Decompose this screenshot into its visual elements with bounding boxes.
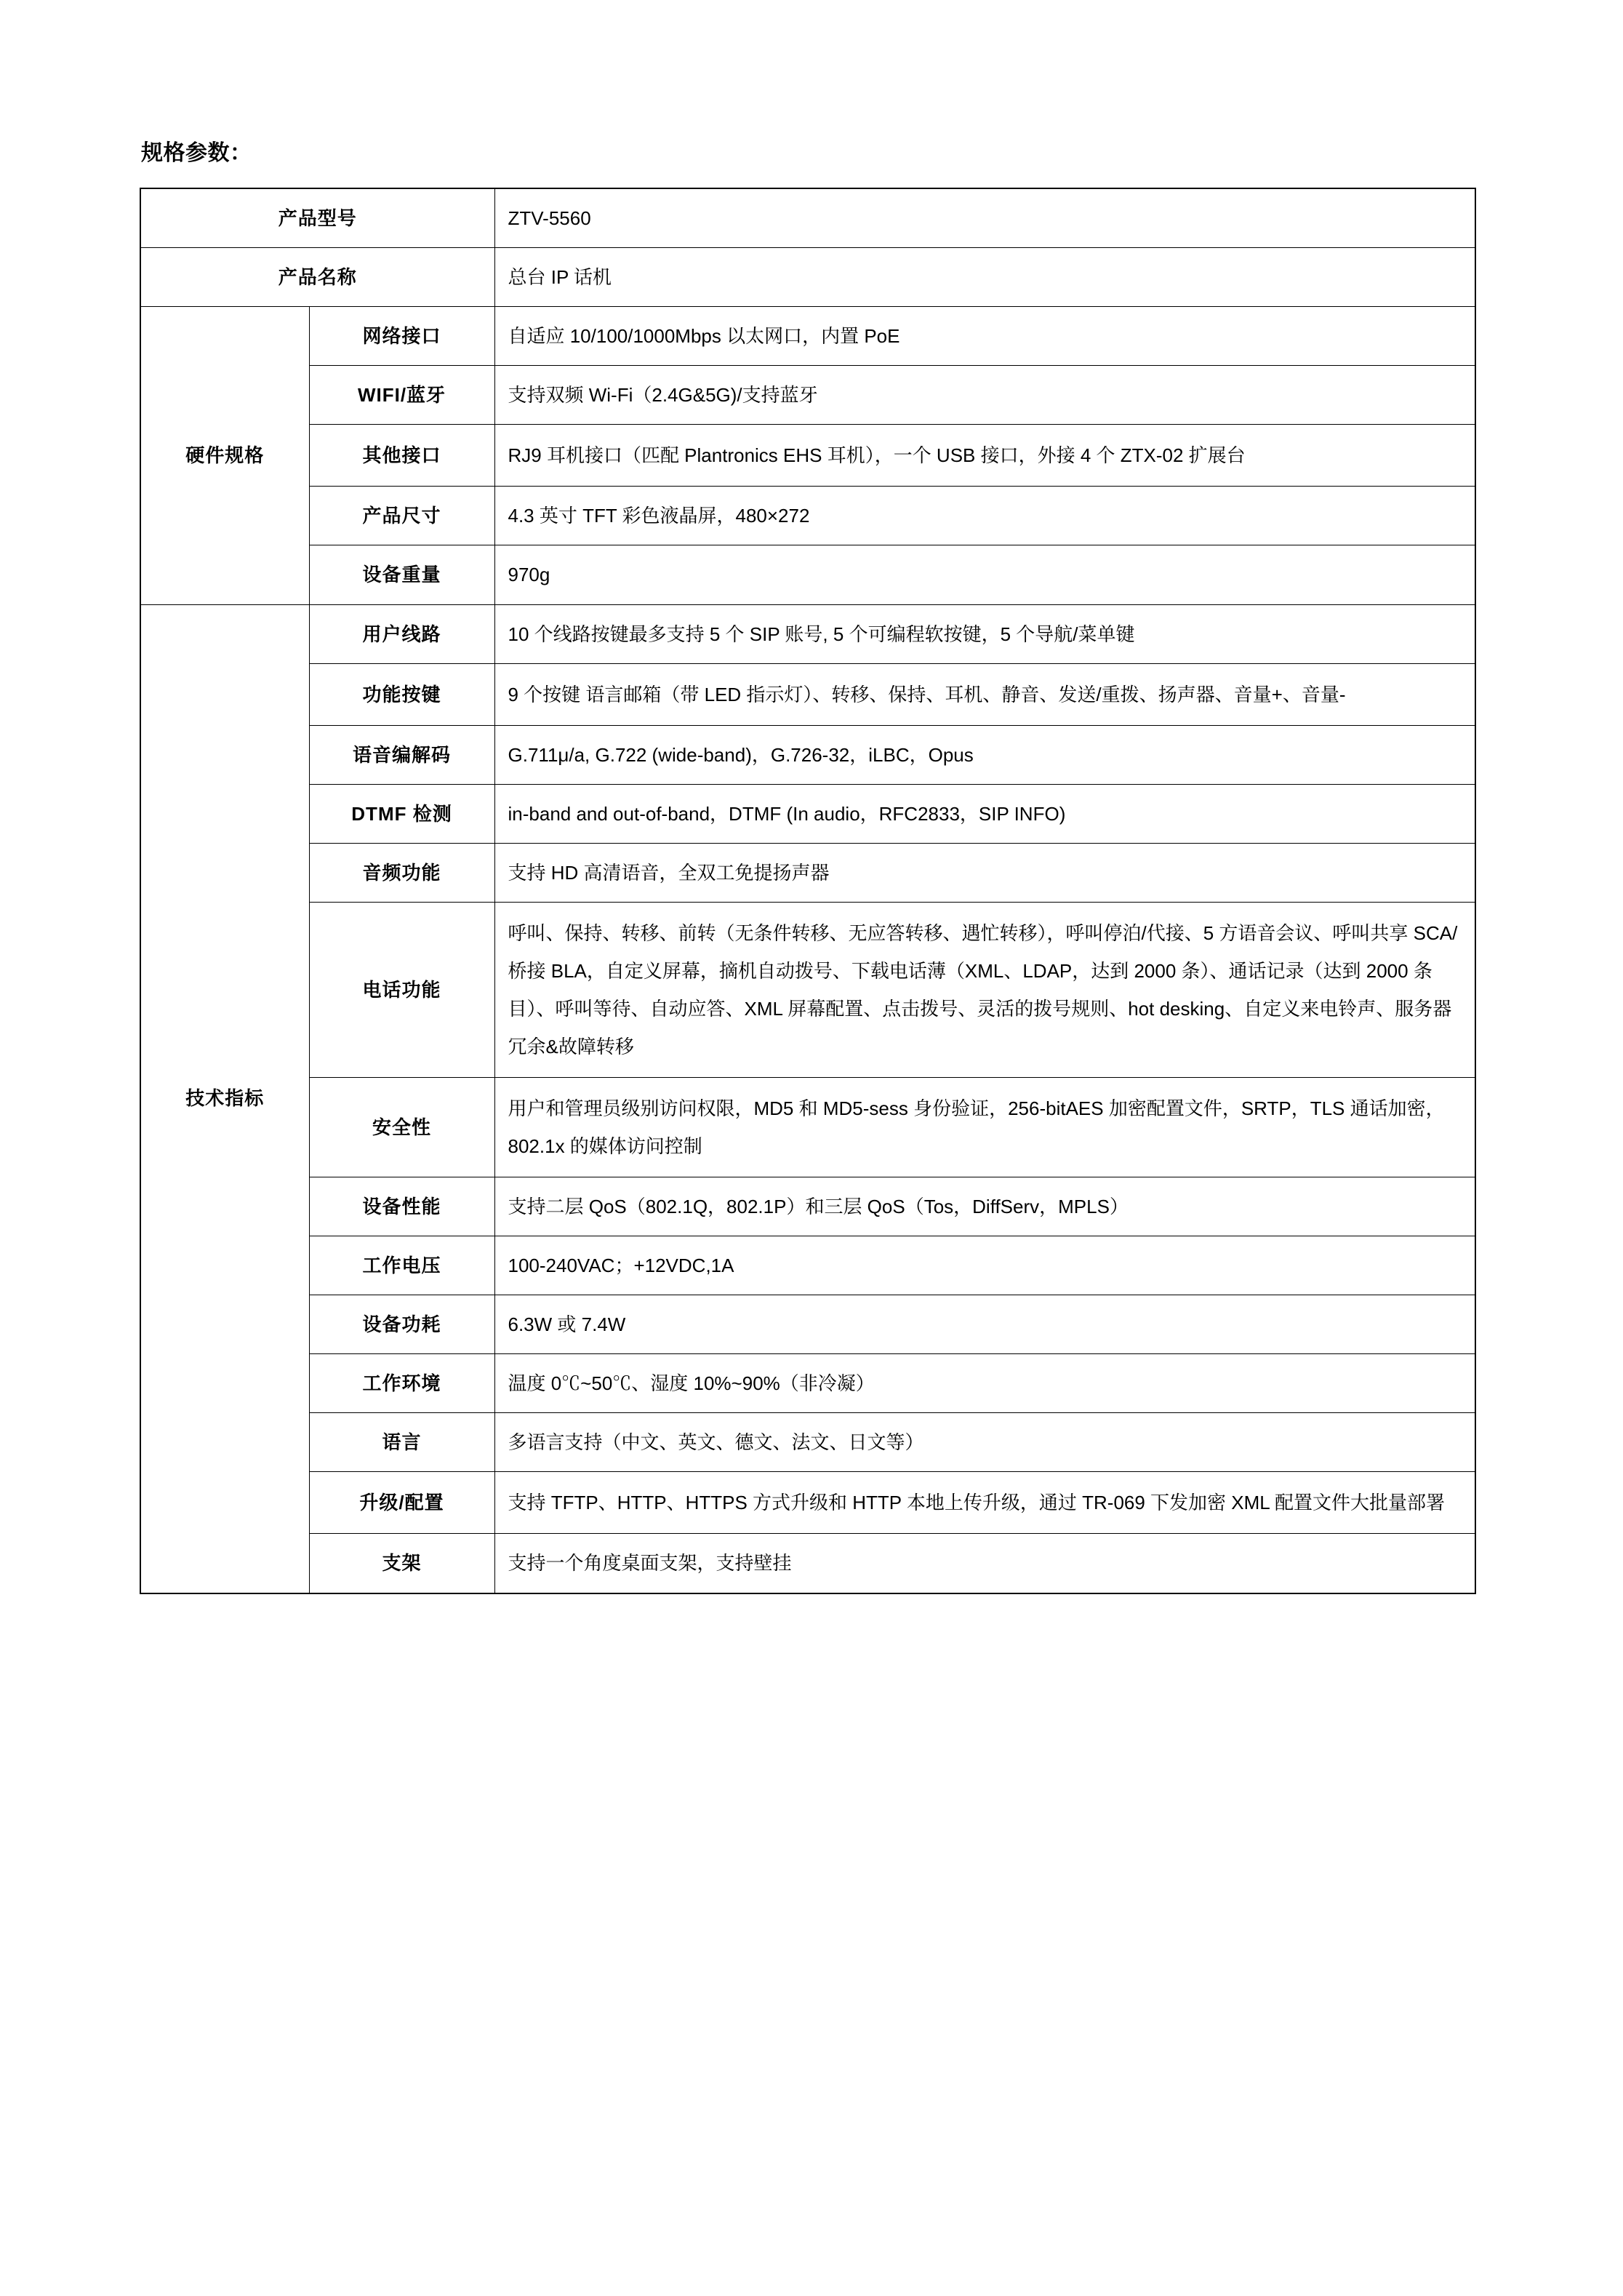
table-row: [140, 425, 1475, 487]
row-label: 支架: [309, 1534, 494, 1593]
row-value: ZTV-5560: [494, 188, 1475, 248]
row-label: 网络接口: [309, 307, 494, 366]
table-row: [140, 1077, 1475, 1177]
row-label: 其他接口: [309, 425, 494, 487]
row-label: 设备性能: [309, 1177, 494, 1236]
row-label: 工作电压: [309, 1236, 494, 1295]
row-value: in-band and out-of-band，DTMF (In audio，RFC2833，SIP INFO): [494, 784, 1475, 843]
table-row: [140, 663, 1475, 725]
row-label: 产品名称: [140, 248, 494, 307]
row-value: 4.3 英寸 TFT 彩色液晶屏，480×272: [494, 487, 1475, 545]
row-label: 设备功耗: [309, 1295, 494, 1354]
group-label-technical: 技术指标: [140, 604, 309, 1593]
table-row: [140, 307, 1475, 366]
row-value: 支持 TFTP、HTTP、HTTPS 方式升级和 HTTP 本地上传升级，通过 TR-069 下发加密 XML 配置文件大批量部署: [494, 1472, 1475, 1534]
table-row: [140, 487, 1475, 545]
row-value: RJ9 耳机接口（匹配 Plantronics EHS 耳机），一个 USB 接口，外接 4 个 ZTX-02 扩展台: [494, 425, 1475, 487]
table-row: [140, 1413, 1475, 1472]
table-row: [140, 784, 1475, 843]
row-value: 100-240VAC；+12VDC,1A: [494, 1236, 1475, 1295]
group-label-hardware: 硬件规格: [140, 307, 309, 604]
table-row: [140, 1236, 1475, 1295]
row-value: 总台 IP 话机: [494, 248, 1475, 307]
row-label: 工作环境: [309, 1354, 494, 1413]
table-row: [140, 604, 1475, 663]
page-title: 规格参数：: [141, 141, 252, 165]
table-row: [140, 843, 1475, 902]
row-value: 10 个线路按键最多支持 5 个 SIP 账号, 5 个可编程软按键，5 个导航/菜单键: [494, 604, 1475, 663]
row-label: 语音编解码: [309, 725, 494, 784]
row-label: 用户线路: [309, 604, 494, 663]
table-row: [140, 902, 1475, 1077]
table-row: [140, 545, 1475, 604]
row-value: 呼叫、保持、转移、前转（无条件转移、无应答转移、遇忙转移），呼叫停泊/代接、5 方语音会议、呼叫共享 SCA/桥接 BLA，自定义屏幕，摘机自动拨号、下载电话薄（XML、LDAP，达到 2000 条）、通话记录（达到 2000 条目）、呼叫等待、自动应答、XML 屏幕配置、点击拨号、灵活的拨号规则、hot desking、自定义来电铃声、服务器冗余&故障转移: [494, 902, 1475, 1077]
row-value: 支持 HD 高清语音，全双工免提扬声器: [494, 843, 1475, 902]
row-value: 自适应 10/100/1000Mbps 以太网口，内置 PoE: [494, 307, 1475, 366]
table-row: [140, 188, 1475, 248]
row-value: 支持一个角度桌面支架，支持壁挂: [494, 1534, 1475, 1593]
specifications-table: [140, 188, 1476, 1594]
row-value: 温度 0℃~50℃、湿度 10%~90%（非冷凝）: [494, 1354, 1475, 1413]
table-row: [140, 1472, 1475, 1534]
table-row: [140, 366, 1475, 425]
row-label: 音频功能: [309, 843, 494, 902]
row-label: 设备重量: [309, 545, 494, 604]
row-value: 支持双频 Wi-Fi（2.4G&5G)/支持蓝牙: [494, 366, 1475, 425]
row-label: WIFI/蓝牙: [309, 366, 494, 425]
row-value: 970g: [494, 545, 1475, 604]
row-label: 产品型号: [140, 188, 494, 248]
table-row: [140, 1354, 1475, 1413]
row-label: 升级/配置: [309, 1472, 494, 1534]
row-value: 用户和管理员级别访问权限，MD5 和 MD5-sess 身份验证，256-bitAES 加密配置文件，SRTP，TLS 通话加密，802.1x 的媒体访问控制: [494, 1077, 1475, 1177]
row-label: 安全性: [309, 1077, 494, 1177]
row-value: 支持二层 QoS（802.1Q，802.1P）和三层 QoS（Tos，DiffServ，MPLS）: [494, 1177, 1475, 1236]
row-value: 9 个按键 语言邮箱（带 LED 指示灯）、转移、保持、耳机、静音、发送/重拨、扬声器、音量+、音量-: [494, 663, 1475, 725]
row-label: 功能按键: [309, 663, 494, 725]
row-value: 6.3W 或 7.4W: [494, 1295, 1475, 1354]
row-label: 产品尺寸: [309, 487, 494, 545]
row-label: 语言: [309, 1413, 494, 1472]
row-label: 电话功能: [309, 902, 494, 1077]
row-value: 多语言支持（中文、英文、德文、法文、日文等）: [494, 1413, 1475, 1472]
table-row: [140, 248, 1475, 307]
table-row: [140, 1177, 1475, 1236]
table-row: [140, 1534, 1475, 1593]
table-row: [140, 1295, 1475, 1354]
row-label: DTMF 检测: [309, 784, 494, 843]
table-row: [140, 725, 1475, 784]
row-value: G.711μ/a, G.722 (wide-band)，G.726-32，iLBC，Opus: [494, 725, 1475, 784]
